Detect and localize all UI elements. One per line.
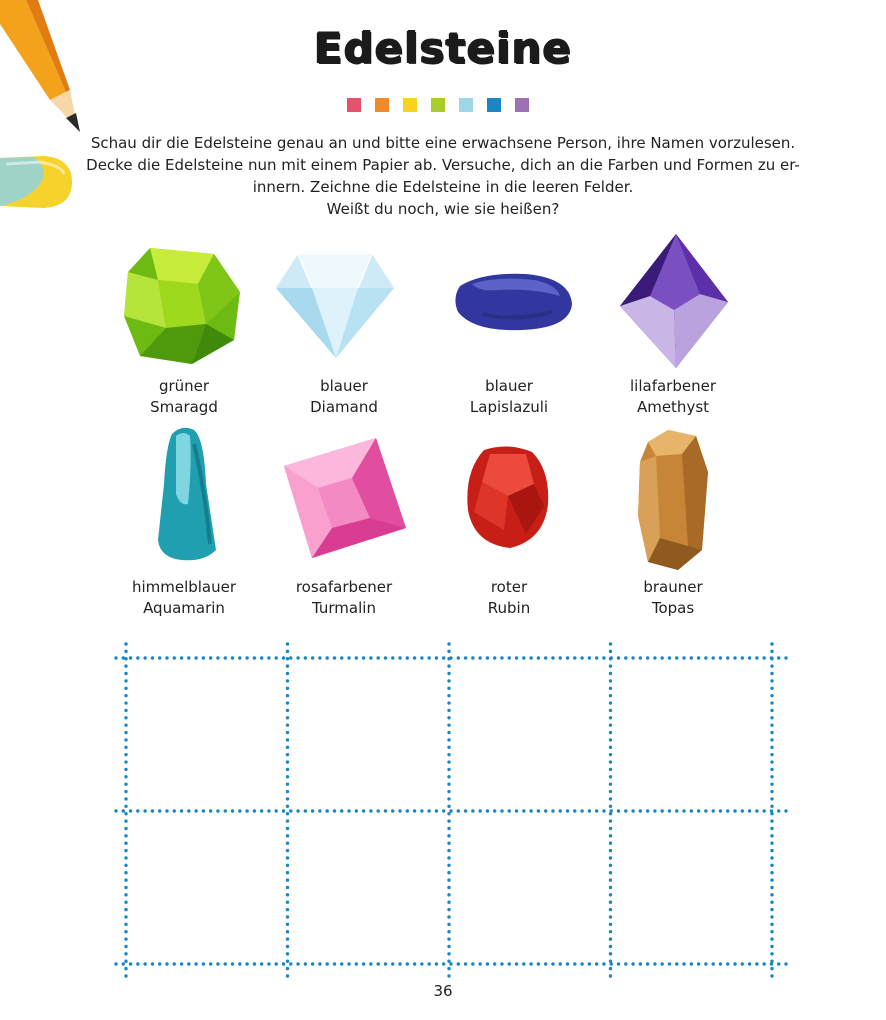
grid-horizontal-line — [114, 962, 787, 965]
grid-vertical-line — [286, 642, 289, 977]
gem-name: Amethyst — [636, 398, 710, 416]
gem-name: Topas — [651, 599, 695, 617]
instruction-line: Weißt du noch, wie sie heißen? — [326, 200, 560, 218]
gem-color-word: blauer — [485, 377, 533, 395]
gem-color-word: blauer — [320, 377, 368, 395]
gem-color-word: roter — [490, 578, 528, 596]
gem-color-word: brauner — [643, 578, 703, 596]
gem-name: Lapislazuli — [469, 398, 549, 416]
instruction-line: innern. Zeichne die Edelsteine in die leeren Felder. — [252, 178, 634, 196]
gem-color-word: rosafarbener — [295, 578, 393, 596]
page-title: Edelsteine — [314, 24, 572, 73]
grid-horizontal-line — [114, 656, 787, 659]
gem-name: Aquamarin — [143, 599, 225, 617]
gem-color-word: grüner — [158, 377, 210, 395]
gem-name: Diamand — [310, 398, 378, 416]
gem-name: Turmalin — [312, 599, 376, 617]
page-number: 36 — [433, 982, 453, 1000]
grid-horizontal-line — [114, 809, 787, 812]
gem-name: Rubin — [487, 599, 531, 617]
instruction-line: Decke die Edelsteine nun mit einem Papier ab. Versuche, dich an die Farben und Formen zu er- — [86, 156, 800, 174]
grid-vertical-line — [124, 642, 127, 977]
gem-color-word: himmelblauer — [131, 578, 237, 596]
instruction-line: Schau dir die Edelsteine genau an und bitte eine erwachsene Person, ihre Namen vorzulesen. — [90, 134, 796, 152]
gem-color-word: lilafarbener — [630, 377, 716, 395]
gem-name: Smaragd — [150, 398, 218, 416]
